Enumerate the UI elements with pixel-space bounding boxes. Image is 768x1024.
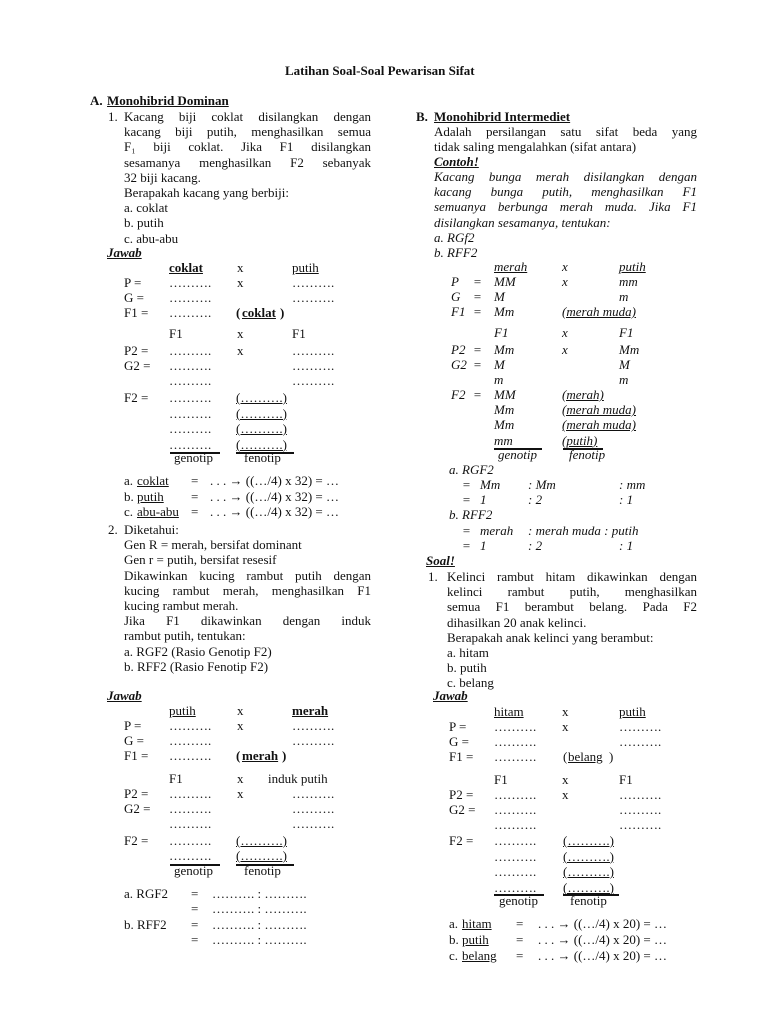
soal-row-g2-blank1: ………. — [494, 802, 537, 817]
q2-f1-label-right: induk putih — [268, 771, 328, 786]
q2-row-g2-blank2: ………. — [292, 801, 335, 816]
q1-fenotip-label: fenotip — [244, 450, 281, 465]
ratio-b1-col: = — [462, 523, 471, 538]
q1-f2-fenotip-blank: (……….) — [236, 436, 287, 452]
soal-f2-fenotip-blank: (……….) — [563, 879, 614, 895]
section-a-letter: A. — [90, 93, 103, 108]
question-2-text-line: Gen R = merah, bersifat dominant — [124, 537, 302, 553]
example-row-g-col: M — [494, 289, 505, 304]
soal-row-blank2: ………. — [619, 734, 662, 749]
soal-question-1-text-line: kelinci rambut putih, menghasilkan — [447, 584, 697, 600]
example-f2-fenotip: (merah muda) — [562, 402, 637, 418]
example-f2-label: F2 — [451, 387, 466, 402]
q1-row-g2b-blank1: ………. — [169, 373, 212, 388]
q1-f2-fenotip-blank: (……….) — [236, 390, 287, 405]
q2-fenotip-label: fenotip — [244, 863, 281, 878]
q2-row-g2b-blank1: ………. — [169, 816, 212, 831]
example-f1h-cross: x — [562, 325, 568, 340]
soal-f1-label-right: F1 — [619, 772, 633, 787]
soal-f2-genotip-blank: ………. — [494, 848, 537, 864]
ratio-b1-col: merah — [480, 523, 514, 538]
q1-row-p2-cross: x — [237, 343, 244, 358]
ratio-a1-col: : mm — [619, 477, 646, 492]
example-f1-feno: (merah muda) — [562, 304, 637, 319]
q1-cross-row-f1-blank1: ………. — [169, 305, 212, 320]
q2-row-p2-blank1: ………. — [169, 786, 212, 801]
q2-cross-f1-result: merah — [242, 748, 279, 763]
example-f2-fenotip: (putih) — [562, 432, 598, 448]
q1-f2-fenotip-blank: (……….) — [236, 421, 287, 436]
q1-answer-label: c. — [124, 504, 134, 519]
soal-f2-fenotip-blank: (……….) — [563, 864, 614, 879]
q1-cross-parent1: coklat — [169, 260, 203, 275]
soal-answer-eq: = — [516, 932, 524, 947]
question-2-number: 2. — [108, 522, 118, 537]
q2-cross-f1-open: ( — [236, 748, 241, 763]
q2-answer-eq: = — [191, 886, 199, 901]
q2-row-g2-label: G2 = — [124, 801, 151, 816]
q2-answer-label: b. RFF2 — [124, 917, 167, 932]
q1-genotip-label: genotip — [174, 450, 213, 465]
contoh-label: Contoh! — [434, 154, 479, 169]
q2-cross-row-p-label: P = — [124, 718, 142, 733]
question-1-text-line: sesamanya menghasilkan F2 sebanyak — [124, 154, 371, 170]
example-f1-eq: = — [473, 304, 482, 319]
example-parent1: merah — [494, 259, 528, 274]
q2-answer-eq: = — [191, 917, 199, 932]
q2-f2-genotip-blank: ………. — [169, 833, 212, 848]
question-2-text-line: a. RGF2 (Rasio Genotip F2) — [124, 643, 272, 659]
q1-cross-row-p-blank2: ………. — [292, 275, 335, 290]
soal-answer-word: putih — [462, 932, 489, 947]
q1-cross-f1-close: ) — [280, 305, 285, 320]
soal-row-g2b-blank1: ………. — [494, 817, 537, 832]
soal-f2-genotip-blank: ………. — [494, 864, 537, 879]
q2-f2-fenotip-blank: (……….) — [236, 833, 287, 848]
q2-answer-values: ………. : ………. — [212, 932, 307, 947]
question-2-text-line: rambut putih, tentukan: — [124, 628, 246, 644]
question-2-text-line: kucing rambut merah. — [124, 598, 239, 613]
example-row-g2-col: G2 — [451, 357, 467, 372]
soal-row-p2-label: P2 = — [449, 787, 474, 802]
question-1-text-line: a. coklat — [124, 200, 169, 216]
q1-row-g2-label: G2 = — [124, 358, 151, 373]
question-2-text-line: Diketahui: — [124, 522, 179, 537]
q2-row-p2-blank2: ………. — [292, 786, 335, 801]
q2-cross-parent2: merah — [292, 703, 329, 718]
example-f2-genotip: Mm — [494, 402, 515, 418]
ratio-b1-col: : merah muda : putih — [528, 523, 639, 538]
example-row-g2-col: = — [473, 357, 482, 372]
example-row-p-col: x — [562, 274, 568, 289]
q2-answer-values: ………. : ………. — [212, 886, 307, 901]
question-1-text-line: F₁ biji coklat. Jika F1 disilangkan — [124, 139, 371, 155]
q1-answer-formula: . . . → ((…/4) x 32) = … — [210, 488, 340, 504]
q2-cross-cross: x — [237, 703, 244, 718]
q1-cross-parent2: putih — [292, 260, 319, 275]
soal-f2-genotip-blank: ………. — [494, 879, 537, 895]
q1-f1-label-right: F1 — [292, 326, 306, 341]
q1-answer-eq: = — [191, 473, 199, 488]
soal-f1-result: belang — [568, 749, 603, 764]
soal-genotip-label: genotip — [499, 893, 538, 908]
ratio-a2-col: = — [462, 492, 471, 507]
soal-row-g2-label: G2 = — [449, 802, 476, 817]
q2-cross-f1-close: ) — [282, 748, 287, 763]
q1-f2-genotip-blank: ………. — [169, 436, 212, 452]
example-row-p-col: MM — [494, 274, 516, 289]
q1-answer-word: coklat — [137, 473, 169, 488]
q2-cross-row-p-blank2: ………. — [292, 718, 335, 733]
q1-cross-row-g-blank1: ………. — [169, 290, 212, 305]
question-1-text-line: c. abu-abu — [124, 230, 179, 246]
example-row-g2-col: M — [494, 357, 505, 372]
soal-jawab: Jawab — [433, 688, 468, 703]
ratio-b2-col: : 2 — [528, 538, 543, 553]
soal-answer-label: a. — [449, 916, 459, 931]
q2-cross-row-f1-label: F1 = — [124, 748, 149, 763]
soal-f2-fenotip-blank: (……….) — [563, 848, 614, 864]
soal-answer-eq: = — [516, 948, 524, 963]
question-2-text-line: Jika F1 dikawinkan dengan induk — [124, 613, 371, 629]
soal-row-label: P = — [449, 719, 467, 734]
q2-cross-row-f1-blank1: ………. — [169, 748, 212, 763]
example-parent-cross: x — [562, 259, 568, 274]
page-title: Latihan Soal-Soal Pewarisan Sifat — [285, 63, 475, 78]
q1-row-p2-label: P2 = — [124, 343, 149, 358]
q2-cross-row-g-label: G = — [124, 733, 144, 748]
soal-row-p2-blank2: ………. — [619, 787, 662, 802]
example-f1-label: F1 — [451, 304, 466, 319]
ratio-a2-col: : 2 — [528, 492, 543, 507]
example-f2-fenotip: (merah) — [562, 387, 604, 402]
q1-cross-f1-result: coklat — [242, 305, 276, 320]
example-f2-genotip: MM — [494, 387, 516, 402]
ratio-b2-col: 1 — [480, 538, 487, 553]
q2-genotip-label: genotip — [174, 863, 213, 878]
example-row-p2-col: = — [473, 342, 482, 357]
ratio-a2-col: : 1 — [619, 492, 634, 507]
soal-parent1: hitam — [494, 704, 524, 719]
ratio-a1-col: = — [462, 477, 471, 492]
soal-answer-label: c. — [449, 948, 459, 963]
q2-row-g2-blank1: ………. — [169, 801, 212, 816]
q2-answer-values: ………. : ………. — [212, 917, 307, 932]
soal-row-blank1: ………. — [494, 749, 537, 764]
q1-cross-row-f1-label: F1 = — [124, 305, 149, 320]
soal-question-1-text-line: c. belang — [447, 675, 494, 691]
soal-row-g2b-blank2: ………. — [619, 817, 662, 832]
question-1-text-line: 32 biji kacang. — [124, 169, 201, 185]
ratio-a2-col: 1 — [480, 492, 487, 507]
q1-answer-formula: . . . → ((…/4) x 32) = … — [210, 473, 340, 488]
q1-answer-label: b. — [124, 488, 134, 504]
example-row-p2-col: Mm — [619, 342, 640, 357]
q1-f2-genotip-blank: ………. — [169, 390, 212, 405]
example-row-g-col: G — [451, 289, 461, 304]
q2-answer-label: a. RGF2 — [124, 886, 169, 901]
example-f2-genotip: mm — [494, 432, 513, 448]
example-row-p-col: = — [473, 274, 482, 289]
soal-f1-label-left: F1 — [494, 772, 508, 787]
q1-cross-f1-open: ( — [236, 305, 241, 320]
q1-row-g2b-blank2: ………. — [292, 373, 335, 388]
ratio-a1-col: : Mm — [528, 477, 556, 492]
example-row-p2-col: x — [562, 342, 568, 357]
example-f1-geno: Mm — [494, 304, 515, 319]
q1-f2-genotip-blank: ………. — [169, 405, 212, 421]
example-row-p-col: mm — [619, 274, 638, 289]
q2-cross-row-g-blank1: ………. — [169, 733, 212, 748]
soal-row-g2-blank2: ………. — [619, 802, 662, 817]
example-text-line: b. RFF2 — [434, 245, 478, 260]
example-row-p2-col: Mm — [494, 342, 515, 357]
q1-f1-label-left: F1 — [169, 326, 183, 341]
soal-answer-formula: . . . → ((…/4) x 20) = … — [538, 932, 668, 947]
example-g2b-left: m — [494, 372, 504, 387]
question-1-number: 1. — [108, 109, 118, 124]
soal-question-1-text-line: dihasilkan 20 anak kelinci. — [447, 614, 587, 630]
q1-row-p2-blank1: ………. — [169, 343, 212, 358]
q1-cross-row-p-blank1: ………. — [169, 275, 212, 290]
example-text-line: disilangkan sesamanya, tentukan: — [434, 214, 611, 230]
soal-row-blank1: ………. — [494, 734, 537, 749]
soal-answer-formula: . . . → ((…/4) x 20) = … — [538, 916, 668, 931]
example-row-g2-col: M — [619, 357, 630, 372]
example-row-g-col: = — [473, 289, 482, 304]
soal-answer-word: hitam — [462, 916, 492, 931]
soal-question-1-number: 1. — [428, 569, 438, 584]
q1-cross-row-p-cross: x — [237, 275, 244, 290]
example-row-p2-col: P2 — [451, 342, 466, 357]
q1-answer-word: abu-abu — [137, 504, 179, 519]
example-f1h-right: F1 — [619, 325, 634, 340]
soal-question-1-text-line: Berapakah anak kelinci yang berambut: — [447, 629, 654, 645]
soal-question-1-text-line: b. putih — [447, 660, 487, 676]
example-f1h-left: F1 — [494, 325, 509, 340]
example-row-g-col: m — [619, 289, 629, 304]
soal-parent-cross: x — [562, 704, 569, 719]
q2-row-p2-label: P2 = — [124, 786, 149, 801]
soal-f1-close: ) — [609, 749, 614, 764]
example-f2-eq: = — [473, 387, 482, 402]
example-text-line: kacang bunga putih, menghasilkan F1 — [434, 184, 697, 200]
soal-question-1-text-line: semua F1 berambut belang. Pada F2 — [447, 599, 697, 615]
soal-row-p2-blank1: ………. — [494, 787, 537, 802]
q2-cross-jawab: Jawab — [107, 688, 142, 703]
ratio-a-label: a. RGF2 — [449, 462, 494, 477]
soal-row-label: F1 = — [449, 749, 474, 764]
soal-row-blank2: ………. — [619, 719, 662, 734]
q1-row-p2-blank2: ………. — [292, 343, 335, 358]
q1-f1-cross: x — [237, 326, 244, 341]
question-2-text-line: kucing rambut merah, menghasilkan F1 — [124, 582, 371, 598]
q2-f2-fenotip-blank: (……….) — [236, 848, 287, 863]
q2-f2-genotip-blank: ………. — [169, 848, 212, 863]
example-text-line: Kacang bunga merah disilangkan dengan — [434, 169, 697, 184]
q1-cross-cross: x — [237, 260, 244, 275]
q1-cross-row-g-label: G = — [124, 290, 144, 305]
section-b-heading: Monohibrid Intermediet — [434, 109, 571, 124]
q1-cross-jawab: Jawab — [107, 245, 142, 260]
question-2-text-line: Dikawinkan kucing rambut putih dengan — [124, 567, 371, 583]
q1-answer-eq: = — [191, 488, 199, 504]
ratio-a1-col: Mm — [480, 477, 501, 492]
q2-answer-eq: = — [191, 901, 199, 916]
q2-cross-parent1: putih — [169, 703, 196, 718]
q2-answer-eq: = — [191, 932, 199, 947]
question-2-text-line: b. RFF2 (Rasio Fenotip F2) — [124, 658, 269, 674]
soal-answer-label: b. — [449, 932, 459, 947]
q1-cross-row-g-blank2: ………. — [292, 290, 335, 305]
soal-label: Soal! — [426, 553, 455, 568]
soal-answer-formula: . . . → ((…/4) x 20) = … — [538, 948, 668, 963]
q1-row-g2-blank1: ………. — [169, 358, 212, 373]
soal-f1-cross: x — [562, 772, 569, 787]
q1-answer-formula: . . . → ((…/4) x 32) = … — [210, 504, 340, 519]
q2-cross-row-p-cross: x — [237, 718, 244, 733]
q1-f2-genotip-blank: ………. — [169, 421, 212, 436]
soal-answer-word: belang — [462, 948, 497, 963]
q1-cross-row-p-label: P = — [124, 275, 142, 290]
question-1-text-line: kacang biji putih, menghasilkan semua — [124, 124, 371, 140]
example-g2b-right: m — [619, 372, 629, 387]
example-text-line: a. RGf2 — [434, 229, 475, 245]
ratio-b-label: b. RFF2 — [449, 507, 493, 522]
example-text-line: semuanya berbunga merah muda. Jika F1 — [434, 199, 697, 215]
q1-row-g2-blank2: ………. — [292, 358, 335, 373]
q2-f1-cross: x — [237, 771, 244, 786]
soal-f2-fenotip-blank: (……….) — [563, 833, 614, 848]
ratio-b2-col: = — [462, 538, 471, 553]
q2-cross-row-g-blank2: ………. — [292, 733, 335, 748]
example-parent2: putih — [619, 259, 646, 274]
q1-answer-eq: = — [191, 504, 199, 519]
q2-cross-row-p-blank1: ………. — [169, 718, 212, 733]
q1-f2-fenotip-blank: (……….) — [236, 405, 287, 421]
section-a-heading: Monohibrid Dominan — [107, 93, 229, 108]
example-f2-fenotip: (merah muda) — [562, 417, 637, 433]
q1-row-f2-label: F2 = — [124, 390, 149, 405]
q1-answer-label: a. — [124, 473, 134, 488]
question-2-text-line: Gen r = putih, bersifat resesif — [124, 552, 277, 568]
soal-row-f2-label: F2 = — [449, 833, 474, 848]
section-b-intro-line: tidak saling mengalahkan (sifat antara) — [434, 139, 637, 155]
soal-row-blank1: ………. — [494, 719, 537, 734]
section-b-intro-line: Adalah persilangan satu sifat beda yang — [434, 124, 697, 139]
soal-row-label: G = — [449, 734, 469, 749]
q2-row-f2-label: F2 = — [124, 833, 149, 848]
section-b-letter: B. — [416, 109, 428, 124]
soal-parent2: putih — [619, 704, 646, 719]
soal-f2-genotip-blank: ………. — [494, 833, 537, 848]
soal-question-1-text-line: Kelinci rambut hitam dikawinkan dengan — [447, 569, 697, 584]
q2-f1-label-left: F1 — [169, 771, 183, 786]
question-1-text-line: Berapakah kacang yang berbiji: — [124, 185, 289, 200]
example-f2-genotip: Mm — [494, 417, 515, 433]
question-1-text-line: Kacang biji coklat disilangkan dengan — [124, 109, 371, 124]
soal-answer-eq: = — [516, 916, 524, 931]
soal-question-1-text-line: a. hitam — [447, 645, 489, 660]
example-genotip-label: genotip — [498, 447, 537, 462]
q2-row-g2b-blank2: ………. — [292, 816, 335, 831]
soal-row-cross: x — [562, 719, 569, 734]
q2-answer-values: ………. : ………. — [212, 901, 307, 916]
example-row-p-col: P — [451, 274, 459, 289]
ratio-b2-col: : 1 — [619, 538, 634, 553]
question-1-text-line: b. putih — [124, 215, 164, 231]
q1-answer-word: putih — [137, 488, 164, 504]
soal-f1-open: ( — [563, 749, 568, 764]
soal-fenotip-label: fenotip — [570, 893, 607, 908]
soal-row-p2-cross: x — [562, 787, 569, 802]
q2-row-p2-cross: x — [237, 786, 244, 801]
example-fenotip-label: fenotip — [569, 447, 606, 462]
